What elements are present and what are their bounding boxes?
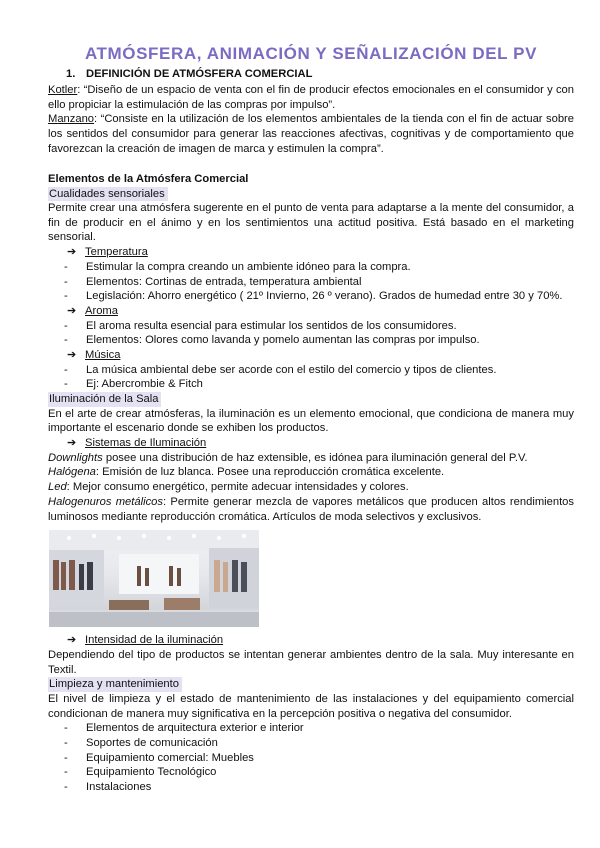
arrow-icon: ➔: [67, 634, 77, 647]
list-item: - Instalaciones: [48, 780, 574, 795]
sensorial-heading: Cualidades sensoriales: [48, 187, 168, 202]
arrow-icon: ➔: [67, 246, 77, 259]
limpieza-intro: El nivel de limpieza y el estado de mantenimiento de las instalaciones y del equipamiento comercial condicionan de manera muy significativa en la percepción positiva o negativa del consumidor.: [48, 692, 574, 720]
sensorial-intro: Permite crear una atmósfera sugerente en el punto de venta para adaptarse a la mente del consumidor, a fin de producir en el ánimo y en los sentimientos una actitud positiva. Está basado en el marketing sensorial.: [48, 202, 574, 244]
downlights-line: Downlights posee una distribución de haz extensible, es idónea para iluminación general del P.V.: [48, 451, 528, 464]
arrow-icon: ➔: [67, 349, 77, 362]
list-item: - El aroma resulta esencial para estimular los sentidos de los consumidores.: [48, 319, 574, 334]
page-title: ATMÓSFERA, ANIMACIÓN Y SEÑALIZACIÓN DEL PV: [84, 44, 538, 63]
limpieza-heading: Limpieza y mantenimiento: [48, 677, 182, 692]
iluminacion-intro: En el arte de crear atmósferas, la iluminación es un elemento emocional, que condiciona de manera muy importante el escenario donde se exhiben los productos.: [48, 407, 574, 435]
halogena-line: Halógena: Emisión de luz blanca. Posee una reproducción cromática excelente.: [48, 466, 445, 479]
section-heading: [66, 67, 574, 82]
kotler-author: Kotler: [48, 84, 78, 96]
list-item: - Equipamiento comercial: Muebles: [48, 751, 574, 766]
led-line: Led: Mejor consumo energético, permite adecuar intensidades y colores.: [48, 481, 409, 494]
list-item: - Elementos de arquitectura exterior e interior: [48, 721, 574, 736]
list-item: - Soportes de comunicación: [48, 736, 574, 751]
kotler-definition: [48, 83, 574, 112]
intensidad-subheading: ➔ Intensidad de la iluminación: [67, 634, 224, 647]
section-title: DEFINICIÓN DE ATMÓSFERA COMERCIAL: [86, 68, 313, 80]
halogenuros-line: Halogenuros metálicos: Permite generar mezcla de vapores metálicos que producen altos rendimientos luminosos mediante reproducción cromática. Artículos de moda selectivos y exclusivos.: [48, 495, 574, 523]
intensidad-text: Dependiendo del tipo de productos se intentan generar ambientes dentro de la sala. Muy interesante en Textil.: [48, 648, 574, 676]
section-number: 1.: [66, 68, 76, 80]
kotler-text: : “Diseño de un espacio de venta con el fin de producir efectos emocionales en el consumidor y con ello propiciar la estimulación de las compras por impulso”.: [48, 84, 574, 111]
manzano-definition: [48, 112, 574, 156]
iluminacion-heading: Iluminación de la Sala: [48, 392, 161, 407]
list-item: - Elementos: Cortinas de entrada, temperatura ambiental: [48, 275, 574, 290]
arrow-icon: ➔: [67, 304, 77, 317]
musica-list: [48, 363, 574, 392]
temperatura-list: [48, 260, 574, 304]
temperatura-subheading: ➔ Temperatura: [67, 246, 148, 259]
list-item: - Estimular la compra creando un ambiente idóneo para la compra.: [48, 260, 574, 275]
arrow-icon: ➔: [67, 437, 77, 450]
list-item: - Ej: Abercrombie & Fitch: [48, 377, 574, 392]
store-illustration: [49, 530, 259, 627]
list-item: - Equipamiento Tecnológico: [48, 765, 574, 780]
list-item: - Legislación: Ahorro energético ( 21º Invierno, 26 º verano). Grados de humedad entre 30 y 70%.: [48, 289, 574, 304]
aroma-subheading: ➔ Aroma: [67, 304, 118, 317]
manzano-author: Manzano: [48, 113, 95, 126]
musica-subheading: ➔ Música: [67, 349, 121, 362]
sistemas-subheading: ➔ Sistemas de Iluminación: [67, 437, 207, 450]
aroma-list: [48, 319, 574, 348]
elements-heading: Elementos de la Atmósfera Comercial: [48, 172, 249, 185]
limpieza-list: [48, 721, 574, 795]
manzano-text: : “Consiste en la utilización de los elementos ambientales de la tienda con el fin de actuar sobre los sentidos del consumidor para generar las reacciones afectivas, cognitivas y de comportamiento que favorezcan la creación de imagen de marca y estimulen la compra”.: [48, 113, 574, 155]
list-item: - La música ambiental debe ser acorde con el estilo del comercio y tipos de clientes.: [48, 363, 574, 378]
store-interior-photo: [49, 530, 259, 627]
list-item: - Elementos: Olores como lavanda y pomelo aumentan las compras por impulso.: [48, 333, 574, 348]
